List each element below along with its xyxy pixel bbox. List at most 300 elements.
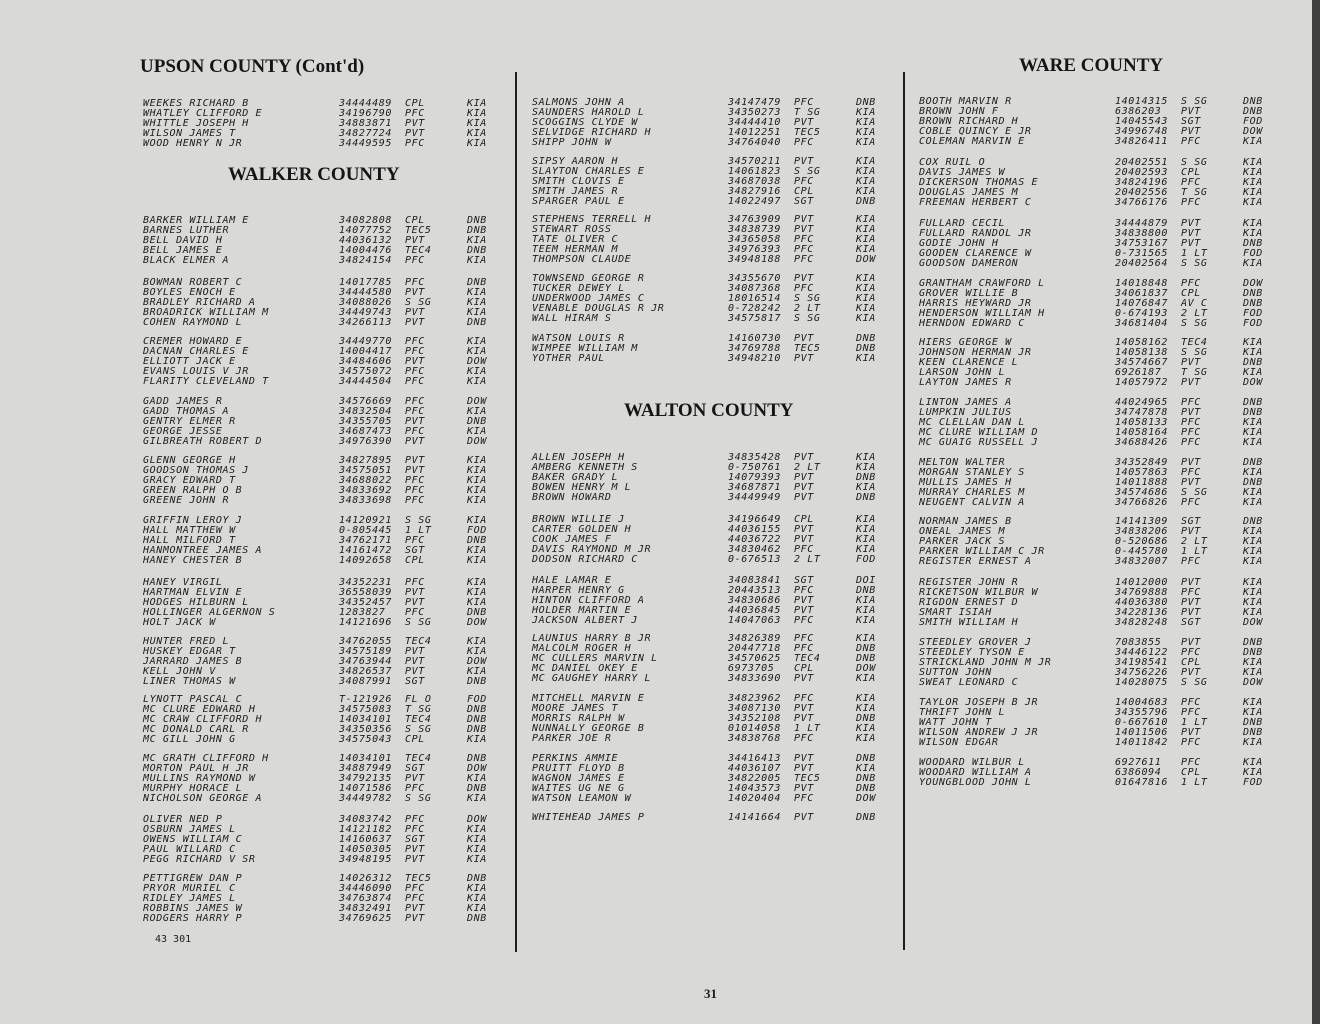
status-code: DNB [1243,397,1263,408]
rank: TEC5 [405,873,432,884]
status-code: KIA [856,482,876,493]
rank: S SG [405,724,432,735]
status-code: KIA [1243,337,1263,348]
serial-number: 44024965 [1115,397,1168,408]
rank: PFC [1181,467,1201,478]
rank: PFC [1181,737,1201,748]
serial-number: 14020404 [728,793,781,804]
serial-number: 0-520686 [1115,536,1168,547]
rank: PFC [1181,278,1201,289]
rank: PVT [1181,637,1201,648]
serial-number: 34449770 [339,336,392,347]
serial-number: 20402556 [1115,187,1168,198]
serial-number: 34576669 [339,396,392,407]
rank: S SG [1181,347,1208,358]
serial-number: 34826389 [728,633,781,644]
status-code: KIA [856,544,876,555]
serial-number: 34444580 [339,287,392,298]
status-code: KIA [1243,157,1263,168]
soldier-name: PARKER JACK S [919,536,1006,547]
serial-number: 34355670 [728,273,781,284]
status-code: KIA [467,666,487,677]
status-code: DNB [1243,298,1263,309]
serial-number: 14141664 [728,812,781,823]
rank: SGT [794,575,814,586]
serial-number: 34350273 [728,107,781,118]
status-code: DOW [467,356,487,367]
serial-number: 14057863 [1115,467,1168,478]
status-code: KIA [467,235,487,246]
serial-number: 20443513 [728,585,781,596]
serial-number: 34083841 [728,575,781,586]
soldier-name: WILSON EDGAR [919,737,999,748]
status-code: KIA [1243,546,1263,557]
soldier-name: PEGG RICHARD V SR [143,854,256,865]
soldier-name: OWENS WILLIAM C [143,834,243,845]
serial-number: 34948195 [339,854,392,865]
serial-number: 34976393 [728,244,781,255]
serial-number: 34575817 [728,313,781,324]
soldier-name: CREMER HOWARD E [143,336,243,347]
rank: PVT [405,587,425,598]
soldier-name: MURPHY HORACE L [143,783,243,794]
status-code: DNB [1243,516,1263,527]
soldier-name: PARKER WILLIAM C JR [919,546,1045,557]
soldier-name: MC CLURE EDWARD H [143,704,256,715]
serial-number: 34061837 [1115,288,1168,299]
serial-number: 44036155 [728,524,781,535]
soldier-name: WEEKES RICHARD B [143,98,249,109]
status-code: KIA [467,587,487,598]
soldier-name: GRANTHAM CRAWFORD L [919,278,1045,289]
serial-number: 34996748 [1115,126,1168,137]
soldier-name: BROWN RICHARD H [919,116,1019,127]
soldier-name: PERKINS AMMIE [532,753,619,764]
rank: PFC [794,643,814,654]
serial-number: 34830686 [728,595,781,606]
serial-number: 34832504 [339,406,392,417]
soldier-name: HARRIS HEYWARD JR [919,298,1032,309]
soldier-name: MORTON PAUL H JR [143,763,249,774]
soldier-name: RICKETSON WILBUR W [919,587,1039,598]
serial-number: 14004683 [1115,697,1168,708]
rank: FL O [405,694,432,705]
serial-number: 34769888 [1115,587,1168,598]
soldier-name: AMBERG KENNETH S [532,462,638,473]
serial-number: 34838800 [1115,228,1168,239]
status-code: KIA [1243,497,1263,508]
soldier-name: MC CLELLAN DAN L [919,417,1025,428]
soldier-name: SMITH CLOVIS E [532,176,625,187]
rank: AV C [1181,298,1208,309]
soldier-name: NORMAN JAMES B [919,516,1012,527]
soldier-name: RIDLEY JAMES L [143,893,236,904]
soldier-name: GADD JAMES R [143,396,223,407]
soldier-name: DACNAN CHARLES E [143,346,249,357]
rank: SGT [405,545,425,556]
serial-number: 6973705 [728,663,775,674]
soldier-name: HANEY CHESTER B [143,555,243,566]
serial-number: 6386203 [1115,106,1162,117]
rank: PVT [794,753,814,764]
status-code: KIA [467,515,487,526]
rank: S SG [1181,487,1208,498]
rank: PVT [1181,377,1201,388]
soldier-name: MC GUAIG RUSSELL J [919,437,1039,448]
soldier-name: HANMONTREE JAMES A [143,545,263,556]
serial-number: 34827916 [728,186,781,197]
rank: PVT [794,605,814,616]
status-code: KIA [467,545,487,556]
status-code: DNB [1243,106,1263,117]
serial-number: 34948188 [728,254,781,265]
rank: PVT [794,534,814,545]
status-code: DNB [467,215,487,226]
status-code: KIA [1243,487,1263,498]
soldier-name: MC CULLERS MARVIN L [532,653,658,664]
status-code: KIA [856,514,876,525]
status-code: DOW [467,617,487,628]
serial-number: 34198541 [1115,657,1168,668]
soldier-name: COX RUIL O [919,157,986,168]
serial-number: 34350356 [339,724,392,735]
rank: S SG [405,297,432,308]
soldier-name: LINER THOMAS W [143,676,236,687]
serial-number: 34352849 [1115,457,1168,468]
soldier-name: WHITEHEAD JAMES P [532,812,645,823]
rank: 1 LT [1181,546,1208,557]
rank: SGT [794,196,814,207]
serial-number: 34826537 [339,666,392,677]
rank: CPL [794,186,814,197]
status-code: KIA [1243,427,1263,438]
status-code: KIA [856,524,876,535]
rank: PVT [1181,126,1201,137]
serial-number: 14058162 [1115,337,1168,348]
status-code: KIA [467,98,487,109]
soldier-name: ALLEN JOSEPH H [532,452,625,463]
rank: PVT [405,455,425,466]
serial-number: 34827724 [339,128,392,139]
status-code: DOW [467,436,487,447]
serial-number: 34365058 [728,234,781,245]
serial-number: 34574667 [1115,357,1168,368]
status-code: KIA [467,773,487,784]
soldier-name: BROWN HOWARD [532,492,612,503]
status-code: KIA [1243,197,1263,208]
rank: PFC [405,396,425,407]
status-code: DNB [467,416,487,427]
serial-number: 34446090 [339,883,392,894]
serial-number: 34687038 [728,176,781,187]
soldier-name: FULLARD CECIL [919,218,1006,229]
serial-number: 14045543 [1115,116,1168,127]
status-code: KIA [467,128,487,139]
rank: SGT [1181,116,1201,127]
serial-number: 34769625 [339,913,392,924]
serial-number: 34083742 [339,814,392,825]
soldier-name: SELVIDGE RICHARD H [532,127,652,138]
rank: PVT [1181,457,1201,468]
rank: PVT [1181,218,1201,229]
soldier-name: SIPSY AARON H [532,156,619,167]
serial-number: 34088026 [339,297,392,308]
serial-number: 14057972 [1115,377,1168,388]
status-code: KIA [1243,587,1263,598]
soldier-name: SAUNDERS HAROLD L [532,107,645,118]
status-code: KIA [856,127,876,138]
status-code: DNB [1243,96,1263,107]
soldier-name: HALL MATTHEW W [143,525,236,536]
status-code: DNB [856,333,876,344]
soldier-name: THRIFT JOHN L [919,707,1006,718]
status-code: KIA [856,283,876,294]
status-code: KIA [856,107,876,118]
soldier-name: WIMPEE WILLIAM M [532,343,638,354]
status-code: KIA [1243,607,1263,618]
rank: T SG [794,107,821,118]
soldier-name: STRICKLAND JOHN M JR [919,657,1052,668]
serial-number: 34838739 [728,224,781,235]
serial-number: 34352457 [339,597,392,608]
status-code: FOD [467,694,487,705]
status-code: KIA [856,137,876,148]
status-code: KIA [1243,177,1263,188]
soldier-name: PAUL WILLARD C [143,844,236,855]
rank: T SG [405,704,432,715]
soldier-name: GODIE JOHN H [919,238,999,249]
rank: PVT [794,117,814,128]
serial-number: 14161472 [339,545,392,556]
serial-number: 14058164 [1115,427,1168,438]
rank: PVT [794,214,814,225]
status-code: KIA [467,346,487,357]
status-code: KIA [467,597,487,608]
soldier-name: UNDERWOOD JAMES C [532,293,645,304]
status-code: DNB [856,812,876,823]
status-code: DNB [1243,238,1263,249]
serial-number: 34822005 [728,773,781,784]
soldier-name: WHITTLE JOSEPH H [143,118,249,129]
soldier-name: GOODEN CLARENCE W [919,248,1032,259]
serial-number: 34827895 [339,455,392,466]
status-code: DNB [856,492,876,503]
soldier-name: ONEAL JAMES M [919,526,1006,537]
soldier-name: MC GAUGHEY HARRY L [532,673,652,684]
rank: PFC [794,254,814,265]
rank: PVT [1181,228,1201,239]
rank: PVT [405,844,425,855]
soldier-name: YOTHER PAUL [532,353,605,364]
rank: PFC [405,426,425,437]
rank: PFC [405,495,425,506]
soldier-name: SPARGER PAUL E [532,196,625,207]
serial-number: 01647816 [1115,777,1168,788]
soldier-name: LINTON JAMES A [919,397,1012,408]
county-heading: WARE COUNTY [1019,55,1164,76]
serial-number: 20402551 [1115,157,1168,168]
rank: 2 LT [794,554,821,565]
status-code: KIA [467,903,487,914]
rank: PVT [794,452,814,463]
serial-number: 34570211 [728,156,781,167]
soldier-name: MC DONALD CARL R [143,724,249,735]
rank: S SG [1181,157,1208,168]
soldier-name: STEPHENS TERRELL H [532,214,652,225]
status-code: KIA [467,307,487,318]
soldier-name: GREENE JOHN R [143,495,230,506]
soldier-name: WALL HIRAM S [532,313,612,324]
serial-number: 34449949 [728,492,781,503]
soldier-name: SALMONS JOHN A [532,97,625,108]
serial-number: 14022497 [728,196,781,207]
rank: PFC [794,234,814,245]
soldier-name: HALL MILFORD T [143,535,236,546]
rank: CPL [794,514,814,525]
soldier-name: WILSON JAMES T [143,128,236,139]
serial-number: 34766826 [1115,497,1168,508]
serial-number: 34688426 [1115,437,1168,448]
serial-number: 14077752 [339,225,392,236]
rank: PFC [405,277,425,288]
status-code: DNB [467,317,487,328]
soldier-name: KELL JOHN V [143,666,216,677]
county-heading: UPSON COUNTY (Cont'd) [140,56,365,77]
soldier-name: HUSKEY EDGAR T [143,646,236,657]
serial-number: 0-728242 [728,303,781,314]
soldier-name: LAUNIUS HARRY B JR [532,633,652,644]
rank: PFC [1181,587,1201,598]
rank: PVT [794,763,814,774]
status-code: DNB [467,277,487,288]
status-code: DNB [467,245,487,256]
status-code: KIA [1243,218,1263,229]
status-code: DNB [856,585,876,596]
status-code: KIA [856,595,876,606]
soldier-name: GILBREATH ROBERT D [143,436,263,447]
status-code: KIA [856,273,876,284]
rank: TEC5 [405,225,432,236]
rank: PFC [794,176,814,187]
serial-number: 34976390 [339,436,392,447]
rank: S SG [1181,258,1208,269]
serial-number: 34681404 [1115,318,1168,329]
rank: PVT [794,524,814,535]
status-code: DOW [1243,126,1263,137]
rank: CPL [405,734,425,745]
rank: PFC [405,607,425,618]
rank: TEC4 [405,753,432,764]
rank: PFC [1181,757,1201,768]
rank: PVT [405,465,425,476]
status-code: KIA [856,156,876,167]
status-code: DNB [856,196,876,207]
soldier-name: WHATLEY CLIFFORD E [143,108,263,119]
serial-number: 34147479 [728,97,781,108]
serial-number: 34948210 [728,353,781,364]
soldier-name: PETTIGREW DAN P [143,873,243,884]
soldier-name: WATSON LOUIS R [532,333,625,344]
serial-number: 20402593 [1115,167,1168,178]
status-code: KIA [467,834,487,845]
rank: PFC [405,475,425,486]
serial-number: 44036107 [728,763,781,774]
status-code: KIA [467,376,487,387]
soldier-name: COBLE QUINCY E JR [919,126,1032,137]
status-code: KIA [467,485,487,496]
rank: PVT [794,273,814,284]
serial-number: 34574686 [1115,487,1168,498]
county-heading: WALTON COUNTY [624,400,794,421]
serial-number: 0-731565 [1115,248,1168,259]
status-code: DNB [467,873,487,884]
rank: PVT [794,673,814,684]
serial-number: 14034101 [339,753,392,764]
serial-number: 14121696 [339,617,392,628]
status-code: KIA [467,793,487,804]
soldier-name: SMITH JAMES R [532,186,619,197]
rank: 2 LT [794,303,821,314]
rank: PVT [1181,597,1201,608]
status-code: DNB [1243,727,1263,738]
status-code: DNB [856,343,876,354]
status-code: KIA [856,224,876,235]
rank: PVT [405,317,425,328]
soldier-name: JACKSON ALBERT J [532,615,638,626]
soldier-name: COLEMAN MARVIN E [919,136,1025,147]
rank: PFC [405,883,425,894]
soldier-name: MULLIS JAMES H [919,477,1012,488]
status-code: DNB [467,607,487,618]
serial-number: 20402564 [1115,258,1168,269]
status-code: KIA [856,166,876,177]
status-code: KIA [856,605,876,616]
rank: PVT [794,333,814,344]
soldier-name: RODGERS HARRY P [143,913,243,924]
soldier-name: HANEY VIRGIL [143,577,223,588]
serial-number: 34087130 [728,703,781,714]
rank: TEC4 [405,636,432,647]
rank: TEC4 [1181,337,1208,348]
serial-number: 01014058 [728,723,781,734]
serial-number: 34575083 [339,704,392,715]
serial-number: 34833698 [339,495,392,506]
soldier-name: ELLIOTT JACK E [143,356,236,367]
soldier-name: PARKER JOE R [532,733,612,744]
rank: PFC [1181,437,1201,448]
status-code: DNB [467,714,487,725]
serial-number: 34753167 [1115,238,1168,249]
status-code: KIA [1243,667,1263,678]
rank: PVT [405,913,425,924]
soldier-name: KEEN CLARENCE L [919,357,1019,368]
soldier-name: LARSON JOHN L [919,367,1006,378]
rank: PFC [405,535,425,546]
rank: PFC [405,485,425,496]
serial-number: 34688022 [339,475,392,486]
soldier-name: DODSON RICHARD C [532,554,638,565]
serial-number: 34763909 [728,214,781,225]
serial-number: 34747878 [1115,407,1168,418]
soldier-name: MALCOLM ROGER H [532,643,632,654]
soldier-name: STEEDLEY GROVER J [919,637,1032,648]
status-code: DNB [1243,477,1263,488]
status-code: KIA [467,893,487,904]
rank: PVT [794,783,814,794]
status-code: KIA [1243,187,1263,198]
status-code: KIA [856,723,876,734]
soldier-name: OSBURN JAMES L [143,824,236,835]
